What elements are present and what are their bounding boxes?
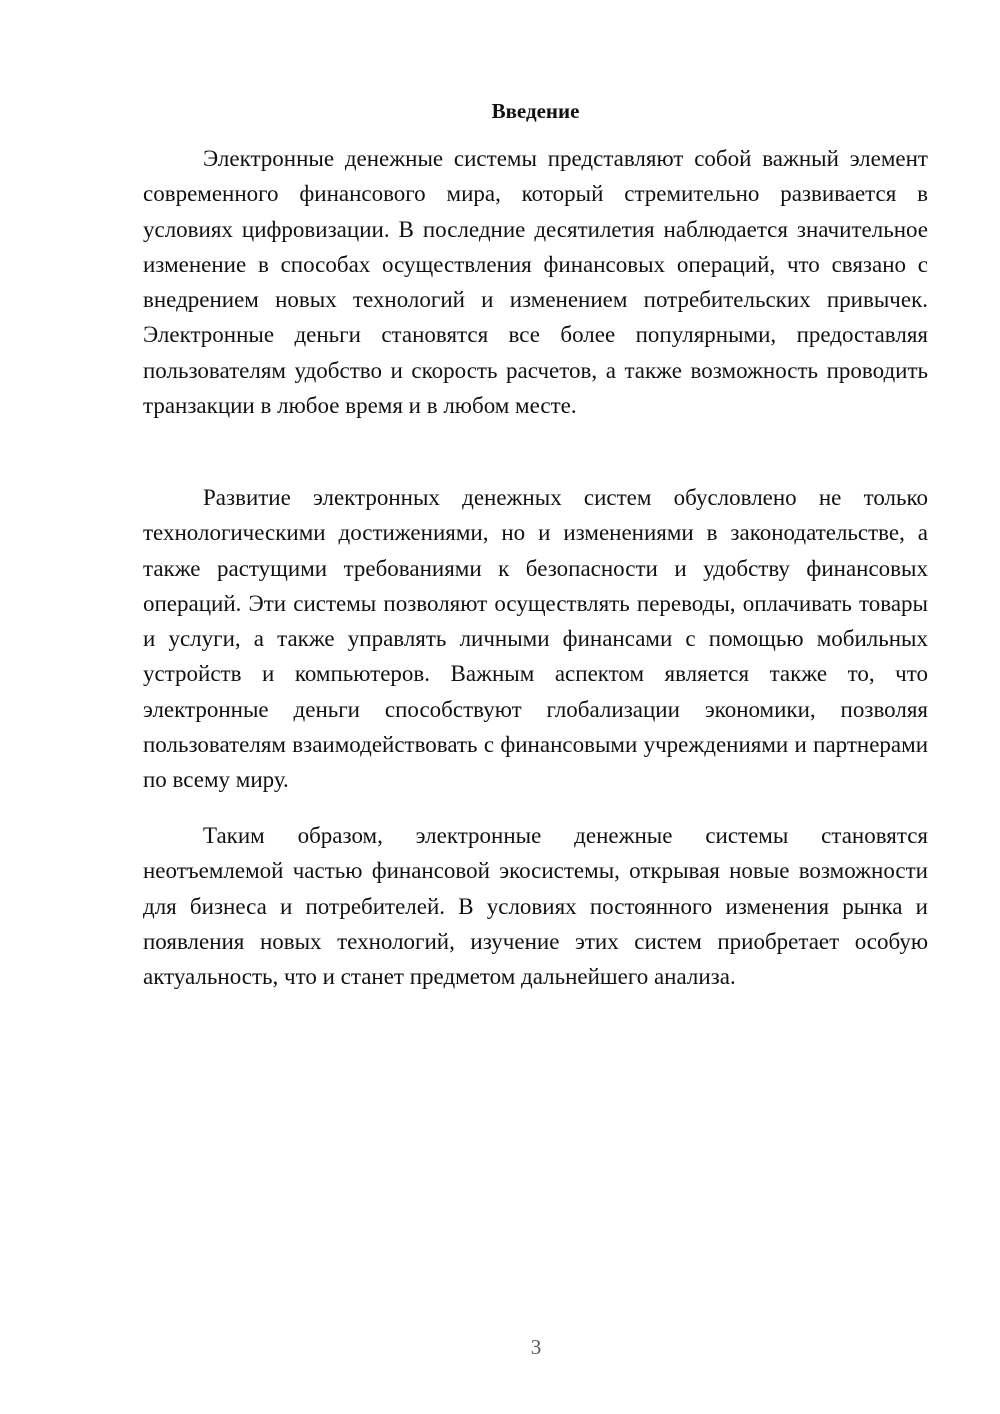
page-number: 3 — [530, 1335, 542, 1359]
paragraph-2: Развитие электронных денежных систем обусловлено не только технологическими достижениями, но и изменениями в законодательстве, а также растущими требованиями к безопасности и удобству финансовых операций. Эти системы позволяют осуществлять переводы, оплачивать товары и услуги, а также управлять личными финансами с помощью мобильных устройств и компьютеров. Важным аспектом является также то, что электронные деньги способствуют глобализации экономики, позволяя пользователям взаимодействовать с финансовыми учреждениями и партнерами по всему миру. — [143, 485, 928, 793]
page-title: Введение — [491, 99, 580, 123]
paragraph-3: Таким образом, электронные денежные системы становятся неотъемлемой частью финансовой экосистемы, открывая новые возможности для бизнеса и потребителей. В условиях постоянного изменения рынка и появления новых технологий, изучение этих систем приобретает особую актуальность, что и станет предметом дальнейшего анализа. — [143, 823, 928, 990]
paragraph-1: Электронные денежные системы представляют собой важный элемент современного финансового мира, который стремительно развивается в условиях цифровизации. В последние десятилетия наблюдается значительное изменение в способах осуществления финансовых операций, что связано с внедрением новых технологий и изменением потребительских привычек. Электронные деньги становятся все более популярными, предоставляя пользователям удобство и скорость расчетов, а также возможность проводить транзакции в любое время и в любом месте. — [143, 146, 928, 419]
